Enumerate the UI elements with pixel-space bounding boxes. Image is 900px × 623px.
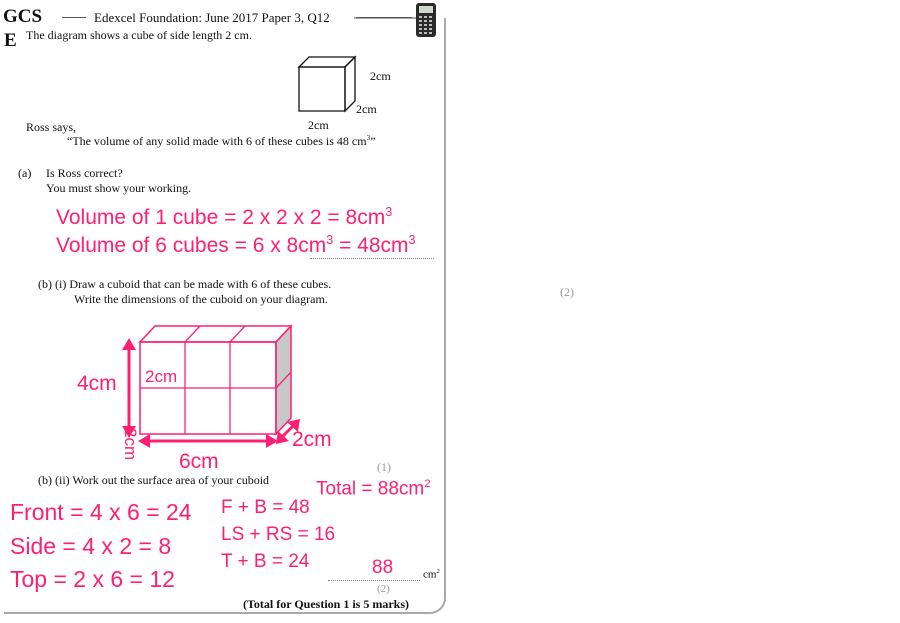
working-volume-six-sup: 3 — [326, 233, 334, 247]
answer-line-a — [310, 258, 434, 259]
cuboid-label-depth: 2cm — [292, 428, 332, 451]
gcse-logo-line2: E — [4, 30, 17, 51]
answer-unit-text: cm — [423, 568, 437, 581]
working-volume-one-sup: 3 — [385, 205, 393, 219]
answer-unit — [423, 568, 440, 581]
working-top-bottom: T + B = 24 — [221, 551, 310, 572]
ross-quote-sup: 3 — [366, 134, 371, 142]
working-volume-one — [56, 205, 392, 230]
working-side: Side = 4 x 2 = 8 — [10, 533, 172, 559]
question-intro: The diagram shows a cube of side length 2 cm. — [26, 28, 252, 42]
part-bi-marks: (1) — [377, 460, 391, 474]
working-volume-one-text: Volume of 1 cube = 2 x 2 x 2 = 8cm — [56, 206, 386, 229]
part-bi-line2: Write the dimensions of the cuboid on your diagram. — [74, 292, 328, 306]
part-a-line1: Is Ross correct? — [46, 166, 123, 180]
answer-value: 88 — [372, 557, 394, 578]
answer-unit-sup: 2 — [436, 568, 440, 575]
cube-label-height: 2cm — [370, 69, 391, 83]
part-a-line2: You must show your working. — [46, 181, 192, 195]
working-volume-six-text: Volume of 6 cubes = 6 x 8cm — [56, 234, 327, 257]
gcse-logo-line1: GCS — [3, 6, 43, 27]
part-a-marks: (2) — [560, 285, 574, 299]
ross-quote — [67, 134, 376, 149]
working-total — [316, 478, 431, 500]
working-front-back: F + B = 48 — [221, 497, 310, 518]
working-volume-six-sup2: 3 — [408, 233, 416, 247]
ross-quote-end: ” — [370, 134, 376, 148]
cube-diagram — [296, 54, 362, 114]
answer-line-b — [328, 580, 420, 581]
cube-label-depth: 2cm — [356, 102, 377, 116]
working-total-sup: 2 — [424, 478, 431, 490]
ross-quote-text: “The volume of any solid made with 6 of these cubes is 48 cm — [67, 134, 367, 148]
cuboid-label-cell-width: 2cm — [145, 367, 178, 386]
part-bii-marks: (2) — [377, 583, 390, 595]
page-title: Edexcel Foundation: June 2017 Paper 3, Q12 — [94, 10, 330, 25]
part-bii-text: (b) (ii) Work out the surface area of your cuboid — [38, 473, 270, 487]
cuboid-label-height: 4cm — [77, 372, 117, 395]
ross-says: Ross says, — [26, 120, 77, 134]
working-left-right: LS + RS = 16 — [221, 524, 336, 545]
working-front: Front = 4 x 6 = 24 — [10, 499, 192, 525]
working-top: Top = 2 x 6 = 12 — [10, 566, 175, 592]
cuboid-label-length: 6cm — [179, 450, 219, 473]
cube-label-width: 2cm — [308, 118, 329, 132]
header-rule-left — [62, 17, 86, 18]
cuboid-label-cell-height: 2cm — [121, 428, 140, 461]
part-a-label: (a) — [18, 166, 32, 180]
working-total-text: Total = 88cm — [316, 478, 425, 500]
part-bi-line1: (b) (i) Draw a cuboid that can be made with 6 of these cubes. — [38, 277, 332, 291]
working-volume-six — [56, 233, 416, 258]
calculator-icon — [415, 2, 437, 38]
header-rule-right — [356, 17, 412, 18]
working-volume-six-result: = 48cm — [333, 234, 409, 257]
total-marks: (Total for Question 1 is 5 marks) — [243, 597, 410, 611]
